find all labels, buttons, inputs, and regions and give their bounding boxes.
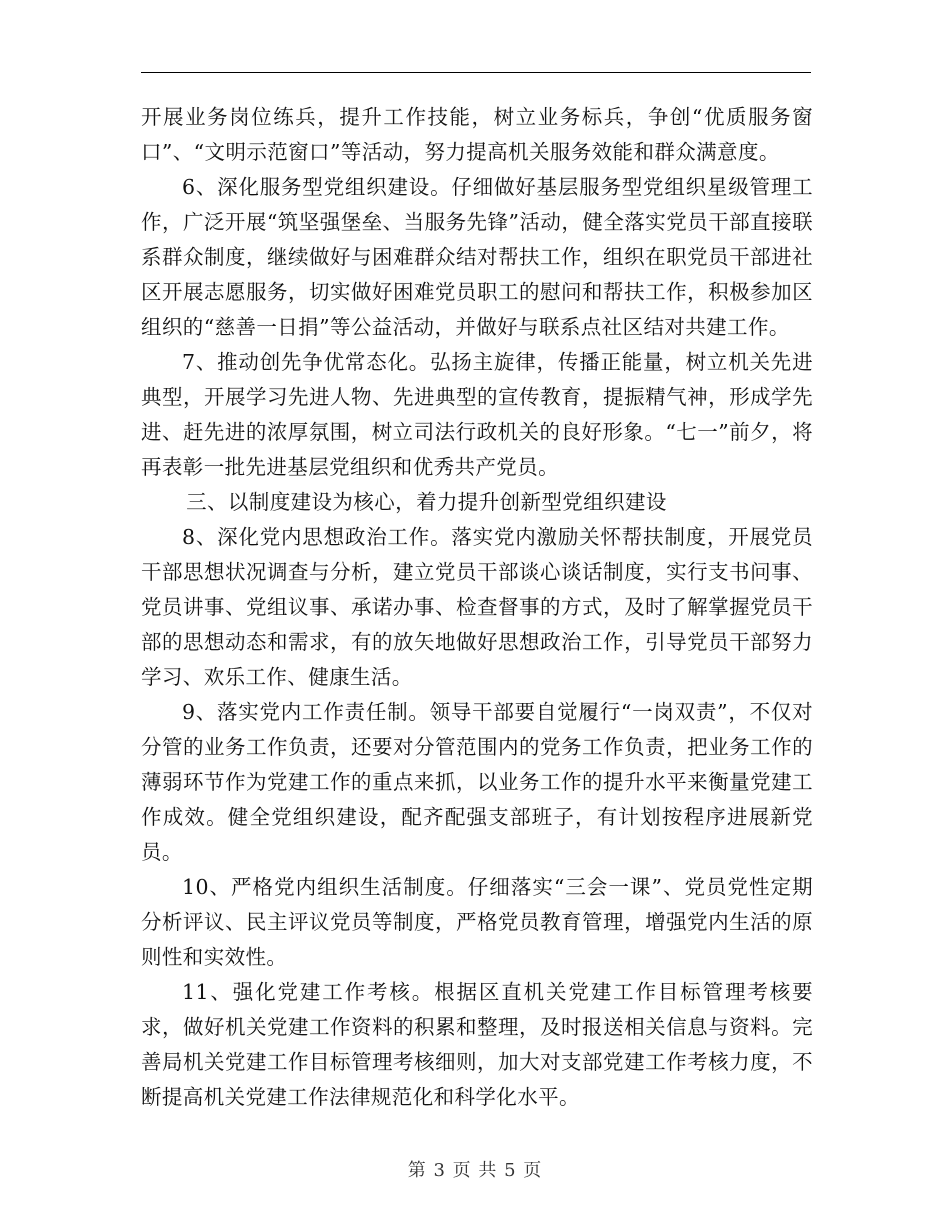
paragraph-item-10: 10、严格党内组织生活制度。仔细落实“三会一课”、党员党性定期分析评议、民主评议党员等制度，严格党员教育管理，增强党内生活的原则性和实效性。 [141,875,813,969]
paragraph-item-8: 8、深化党内思想政治工作。落实党内激励关怀帮扶制度，开展党员干部思想状况调查与分析，建立党员干部谈心谈话制度，实行支书问事、党员讲事、党组议事、承诺办事、检查督事的方式，及时了解掌握党员干部的思想动态和需求，有的放矢地做好思想政治工作，引导党员干部努力学习、欢乐工作、健康生活。 [141,525,813,689]
document-body [141,100,813,1115]
page-number-footer: 第 3 页 共 5 页 [407,1160,543,1181]
paragraph-item-9: 9、落实党内工作责任制。领导干部要自觉履行“一岗双责”，不仅对分管的业务工作负责，还要对分管范围内的党务工作负责，把业务工作的薄弱环节作为党建工作的重点来抓，以业务工作的提升水平来衡量党建工作成效。健全党组织建设，配齐配强支部班子，有计划按程序进展新党员。 [141,700,813,864]
header-rule [141,72,811,73]
paragraph-item-7: 7、推动创先争优常态化。弘扬主旋律，传播正能量，树立机关先进典型，开展学习先进人物、先进典型的宣传教育，提振精气神，形成学先进、赶先进的浓厚氛围，树立司法行政机关的良好形象。“七一”前夕，将再表彰一批先进基层党组织和优秀共产党员。 [141,350,813,479]
paragraph-item-11: 11、强化党建工作考核。根据区直机关党建工作目标管理考核要求，做好机关党建工作资料的积累和整理，及时报送相关信息与资料。完善局机关党建工作目标管理考核细则，加大对支部党建工作考核力度，不断提高机关党建工作法律规范化和科学化水平。 [141,980,813,1109]
paragraph-continuation: 开展业务岗位练兵，提升工作技能，树立业务标兵，争创“优质服务窗口”、“文明示范窗口”等活动，努力提高机关服务效能和群众满意度。 [141,105,813,164]
paragraph-item-6: 6、深化服务型党组织建设。仔细做好基层服务型党组织星级管理工作，广泛开展“筑坚强堡垒、当服务先锋”活动，健全落实党员干部直接联系群众制度，继续做好与困难群众结对帮扶工作，组织在职党员干部进社区开展志愿服务，切实做好困难党员职工的慰问和帮扶工作，积极参加区组织的“慈善一日捐”等公益活动，并做好与联系点社区结对共建工作。 [141,175,813,339]
section-heading-3: 三、以制度建设为核心，着力提升创新型党组织建设 [186,490,667,514]
